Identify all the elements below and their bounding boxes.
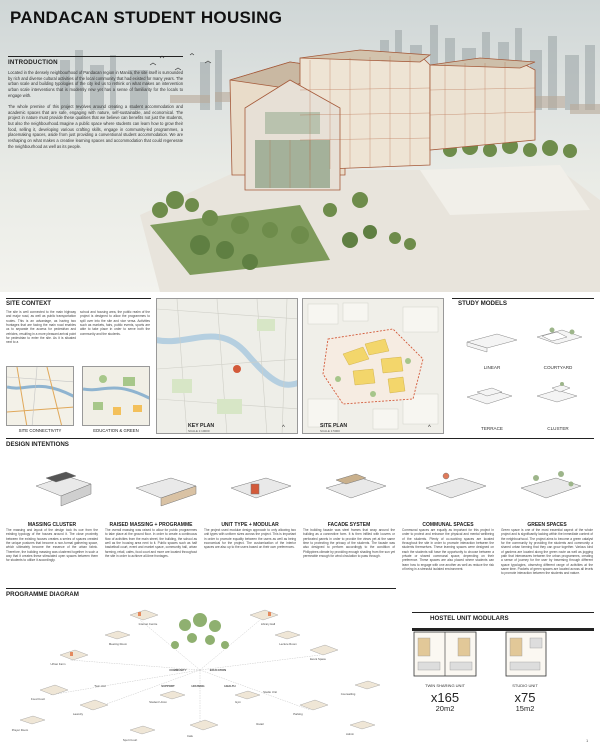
north-arrow-icon: ^ — [428, 425, 431, 431]
education-green-map — [82, 366, 150, 426]
site-plan-map — [302, 298, 444, 434]
programme-label: Prayer Room — [11, 728, 29, 732]
twin-unit-count: x165 — [430, 690, 460, 705]
intention-title: RAISED MASSING + PROGRAMME — [109, 522, 193, 528]
intention-raised-massing — [105, 522, 197, 558]
studio-unit-count: x75 — [514, 690, 536, 705]
intention-text: The building facade was steel frames that wrap around the building as a connective form. It is then infilled with louvers or perforated panels in order to provide the views yet at the same time to protecting the privacy of the students. The facade was also designed to perform accordingly to the condition of Philippines climate by providing enough shading from the sun yet permeable enough for wind circulation to pass through. — [303, 528, 395, 558]
programme-label: Cafe — [187, 734, 193, 738]
intention-text: The overall massing was raised to allow for public programmes to take place at the ground floor. In order to create a continuous flow of activities from the main street, the building, the school as well as the housing area next to it. Public spaces such as half basketball court, event and market space, community hall, urban farming, retail, cafes, food court and more are located throughout the site in order to achieve all-time frontages. — [105, 528, 197, 558]
programme-label: Laundry — [72, 712, 84, 716]
programme-label: Twin Unit — [94, 684, 106, 688]
twin-unit-area: 20m2 — [435, 704, 455, 713]
page-number: 1 — [586, 738, 589, 743]
site-plan-caption — [320, 423, 347, 433]
key-plan-map — [156, 298, 298, 434]
programme-label: Retail — [256, 722, 264, 726]
programme-category-label: EDUCATION — [209, 668, 227, 672]
page-title: PANDACAN STUDENT HOUSING — [10, 8, 283, 27]
introduction-heading: INTRODUCTION — [8, 56, 183, 66]
intention-title: GREEN SPACES — [527, 522, 567, 528]
intention-massing-cluster — [6, 522, 98, 563]
key-plan-label: KEY PLAN — [188, 423, 215, 429]
programme-category-label: SUPPORT — [161, 684, 175, 688]
divider — [412, 612, 594, 613]
programme-label: Urban Farm — [50, 662, 66, 666]
divider — [6, 588, 396, 589]
divider — [6, 438, 594, 439]
key-plan-scale: SCALE 1:10000 — [188, 429, 210, 433]
design-intentions-list — [6, 522, 594, 587]
programme-label: Library Hall — [260, 622, 276, 626]
intention-text: Communal spaces are equally as important for this project in order to protect and enhance the physical and mental wellbeing of the students. Plenty of co-working spaces are located throughout the site in order to promote interaction between the students themselves. These learning spaces were designed on each the students will have the opportunity to choose between a private or shared communal space, depending on their preference. These spaces are also placed where students can learn how to engage with one another as well as reduce the risk of being in a stressful isolated environment. — [402, 528, 494, 571]
programme-category-label: COMMUNITY — [169, 668, 187, 672]
study-model-terrace-label: TERRACE — [481, 426, 503, 431]
studio-unit-area: 15m2 — [515, 704, 535, 713]
design-intentions-heading: DESIGN INTENTIONS — [6, 441, 69, 448]
programme-label: Event Space — [310, 657, 326, 661]
programme-diagram — [10, 600, 390, 746]
intention-title: UNIT TYPE + MODULAR — [221, 522, 279, 528]
study-models-diagrams — [462, 322, 592, 422]
key-plan-caption — [188, 423, 214, 433]
programme-category-label: HOUSING — [191, 684, 205, 688]
site-context-heading: SITE CONTEXT — [6, 300, 52, 307]
study-model-cluster-label: CLUSTER — [547, 426, 569, 431]
site-plan-scale: SCALE 1:5000 — [320, 429, 340, 433]
programme-diagram-heading: PROGRAMME DIAGRAM — [6, 591, 79, 598]
intention-facade-system — [303, 522, 395, 558]
intention-communal-spaces — [402, 522, 494, 571]
programme-label: Admin — [346, 732, 354, 736]
programme-label: Internet Centre — [138, 622, 158, 626]
programme-label: Student Union — [149, 700, 167, 704]
programme-label: Meeting Room — [108, 642, 128, 646]
site-connectivity-map — [6, 366, 74, 426]
hostel-units-heading: HOSTEL UNIT MODULARS — [430, 615, 509, 622]
site-context-paragraph-2: school and housing area, the public realm of the project is designed to allow the programmes to spill over into the site and vice versa. Activities such as markets, fairs, public events, sports are able to take place in order to serve both the community and the students. — [80, 310, 150, 336]
studio-unit-label: STUDIO UNIT — [512, 683, 538, 688]
study-models-heading: STUDY MODELS — [458, 300, 508, 307]
introduction-section — [8, 56, 183, 149]
twin-unit-label: TWIN SHARING UNIT — [425, 683, 465, 688]
programme-label: Gym — [235, 700, 241, 704]
introduction-paragraph-1: Located in the densely neighbourhood of Pandacan region in Manila, the site itself is surrounded by rich and diverse cultural activities of the local community that had existed for many years. The urban scale and building typologies of the city led us to rethink on what makes an intervention urban scale interventions that is modernly new yet has a sense of familiarity for the locals to engage with. — [8, 70, 183, 98]
north-arrow-icon: ^ — [282, 425, 285, 431]
programme-label: Studio Unit — [263, 690, 277, 694]
divider — [452, 298, 594, 299]
programme-label: Parking — [293, 712, 303, 716]
intention-text: The project used modular design approach to only allowing two unit types with uniform sizes across the project. This is important in order to promote equality between the users as well as being economical for the project. The customization of the interior spaces are also up to the users based on their own preferences. — [204, 528, 296, 550]
intention-unit-type — [204, 522, 296, 550]
site-context-paragraph-1: The site is well connected to the main highway and major road, as well as public transportation routes. This is an advantage, as having two frontages that are facing the main road enables us to separate the access for pedestrian and vehicles, resulting in a more pleasant arrival point for pedestrian to enter the site. As it is situated next to a — [6, 310, 76, 345]
intention-title: COMMUNAL SPACES — [422, 522, 474, 528]
intention-title: FACADE SYSTEM — [327, 522, 371, 528]
education-green-label: EDUCATION & GREEN — [93, 428, 139, 433]
programme-label: Counselling — [340, 692, 356, 696]
design-intentions-diagrams — [6, 456, 594, 518]
site-connectivity-label: SITE CONNECTIVITY — [18, 428, 62, 433]
hostel-unit-plans — [412, 628, 594, 680]
intention-text: The massing and layout of the design took its cue from the existing typology of the houses around it. The close proximity between the existing houses creates a series of spaces created the unique postures that become a non-formal gathering space, which ultimately become the essence of the urban fabric. Therefore, the building massing was clustered together in such a way that it creates these stimulated open spaces between them for students to utilize it accordingly. — [6, 528, 98, 563]
introduction-paragraph-2: The whole premise of this project revolves around creating a student accommodation and academic spaces that are safe, engaging with nature, self-sustainable, and economical. The project in nature must provide these qualities that we believe can benefits not just the students, but also the neighbourhood.Imagine a public space where students can learn how to grow their food, selling it, developing various crafting skills, engage in community-led programmes, a placemaking spaces, aside from just providing a conventional student accommodation. We are reshaping on what makes a creative learning spaces and accommodation that could regenerate the neighbourhood as well as its people. — [8, 104, 183, 149]
divider — [6, 298, 151, 299]
intention-text: Green space is one of the most essential aspect of the whole project and is significantly lacking within the immediate context of the neighbourhood. The project aims to become a green catalyst for the community by providing the students and community a shared urban farming that they can grow together. Various kind of gardens are located along the green route as well as jogging path that interweaves between the urban programmes, creating a sense of journey for the user by traversing through different space typologies, observing different range of activities at the same time. Pockets of green spaces are located across all levels to promote interaction between the students and nature. — [501, 528, 593, 576]
programme-label: Food Court — [31, 697, 45, 701]
programme-category-label: HEALTH — [224, 684, 236, 688]
intention-title: MASSING CLUSTER — [27, 522, 77, 528]
programme-label: Lecture Room — [279, 642, 297, 646]
programme-label: Sport Court — [122, 738, 138, 742]
study-model-courtyard-label: COURTYARD — [543, 365, 573, 370]
study-model-linear-label: LINEAR — [483, 365, 501, 370]
intention-green-spaces — [501, 522, 593, 575]
site-plan-label: SITE PLAN — [320, 423, 348, 429]
